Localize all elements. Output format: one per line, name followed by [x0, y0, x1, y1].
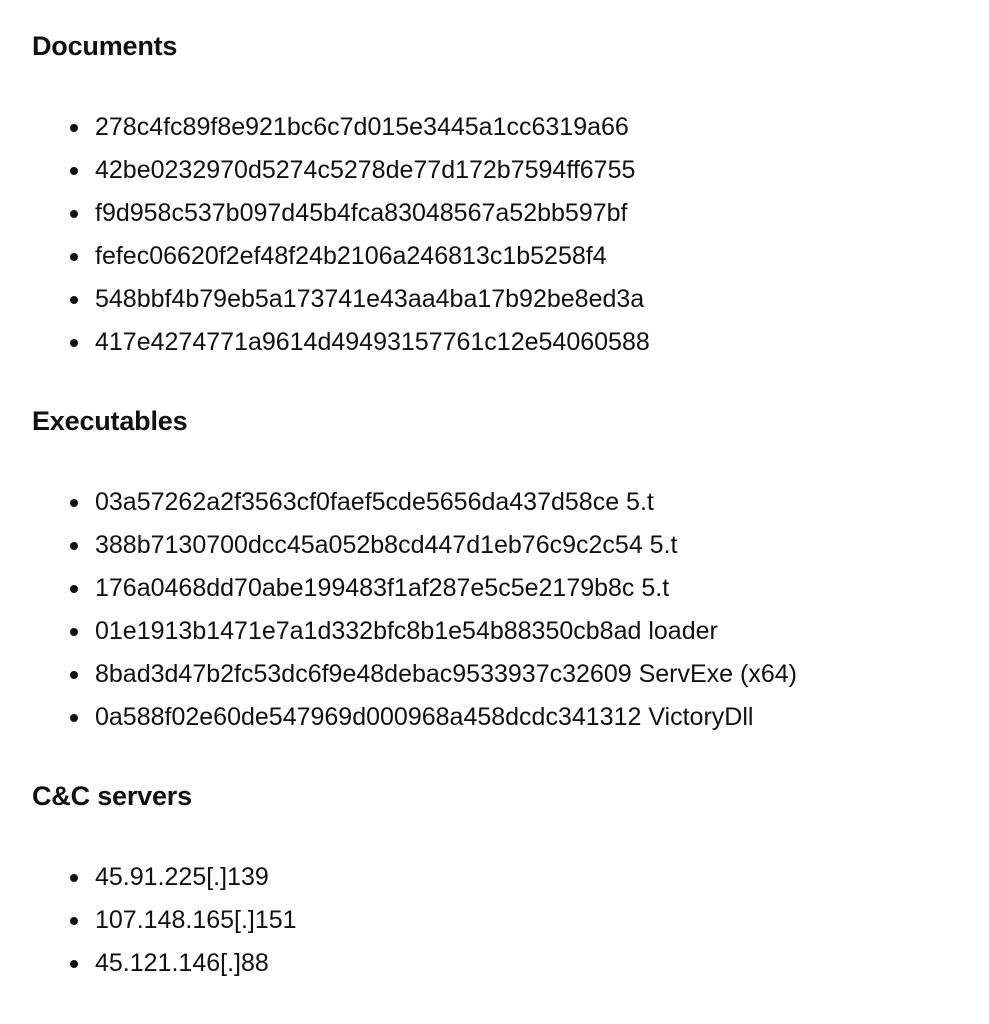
executables-list: [32, 481, 797, 739]
bullet-icon: [70, 585, 78, 593]
list-item-text: 01e1913b1471e7a1d332bfc8b1e54b88350cb8ad loader: [95, 617, 718, 645]
list-item: [32, 235, 650, 278]
list-item-text: 107.148.165[.]151: [95, 906, 297, 934]
list-item-text: 548bbf4b79eb5a173741e43aa4ba17b92be8ed3a: [95, 285, 645, 313]
list-item: [32, 278, 650, 321]
list-item: [32, 567, 797, 610]
executables-section: [32, 405, 972, 731]
bullet-icon: [70, 917, 78, 925]
list-item-text: 8bad3d47b2fc53dc6f9e48debac9533937c32609 ServExe (x64): [95, 660, 797, 688]
list-item-text: fefec06620f2ef48f24b2106a246813c1b5258f4: [95, 242, 607, 270]
bullet-icon: [70, 167, 78, 175]
list-item: [32, 481, 797, 524]
list-item: [32, 696, 797, 739]
bullet-icon: [70, 960, 78, 968]
bullet-icon: [70, 542, 78, 550]
list-item: [32, 942, 297, 985]
list-item: [32, 653, 797, 696]
list-item: [32, 856, 297, 899]
bullet-icon: [70, 339, 78, 347]
documents-list: [32, 106, 650, 364]
list-item: [32, 106, 650, 149]
list-item-text: 42be0232970d5274c5278de77d172b7594ff6755: [95, 156, 636, 184]
bullet-icon: [70, 296, 78, 304]
documents-heading: Documents: [32, 31, 178, 61]
bullet-icon: [70, 253, 78, 261]
cnc-servers-section: [32, 780, 972, 977]
list-item: [32, 610, 797, 653]
list-item-text: f9d958c537b097d45b4fca83048567a52bb597bf: [95, 199, 628, 227]
cnc-servers-list: [32, 856, 297, 985]
list-item: [32, 899, 297, 942]
bullet-icon: [70, 671, 78, 679]
list-item-text: 417e4274771a9614d49493157761c12e54060588: [95, 328, 650, 356]
list-item: [32, 192, 650, 235]
list-item-text: 45.121.146[.]88: [95, 949, 269, 977]
executables-heading: Executables: [32, 406, 188, 436]
bullet-icon: [70, 499, 78, 507]
documents-section: [32, 30, 972, 356]
list-item: [32, 321, 650, 364]
cnc-servers-heading: C&C servers: [32, 781, 192, 811]
bullet-icon: [70, 210, 78, 218]
list-item-text: 176a0468dd70abe199483f1af287e5c5e2179b8c 5.t: [95, 574, 670, 602]
list-item-text: 03a57262a2f3563cf0faef5cde5656da437d58ce 5.t: [95, 488, 654, 516]
bullet-icon: [70, 714, 78, 722]
list-item-text: 388b7130700dcc45a052b8cd447d1eb76c9c2c54 5.t: [95, 531, 678, 559]
bullet-icon: [70, 124, 78, 132]
list-item: [32, 149, 650, 192]
bullet-icon: [70, 628, 78, 636]
list-item-text: 0a588f02e60de547969d000968a458dcdc341312 VictoryDll: [95, 703, 754, 731]
list-item-text: 278c4fc89f8e921bc6c7d015e3445a1cc6319a66: [95, 113, 629, 141]
list-item: [32, 524, 797, 567]
list-item-text: 45.91.225[.]139: [95, 863, 269, 891]
bullet-icon: [70, 874, 78, 882]
